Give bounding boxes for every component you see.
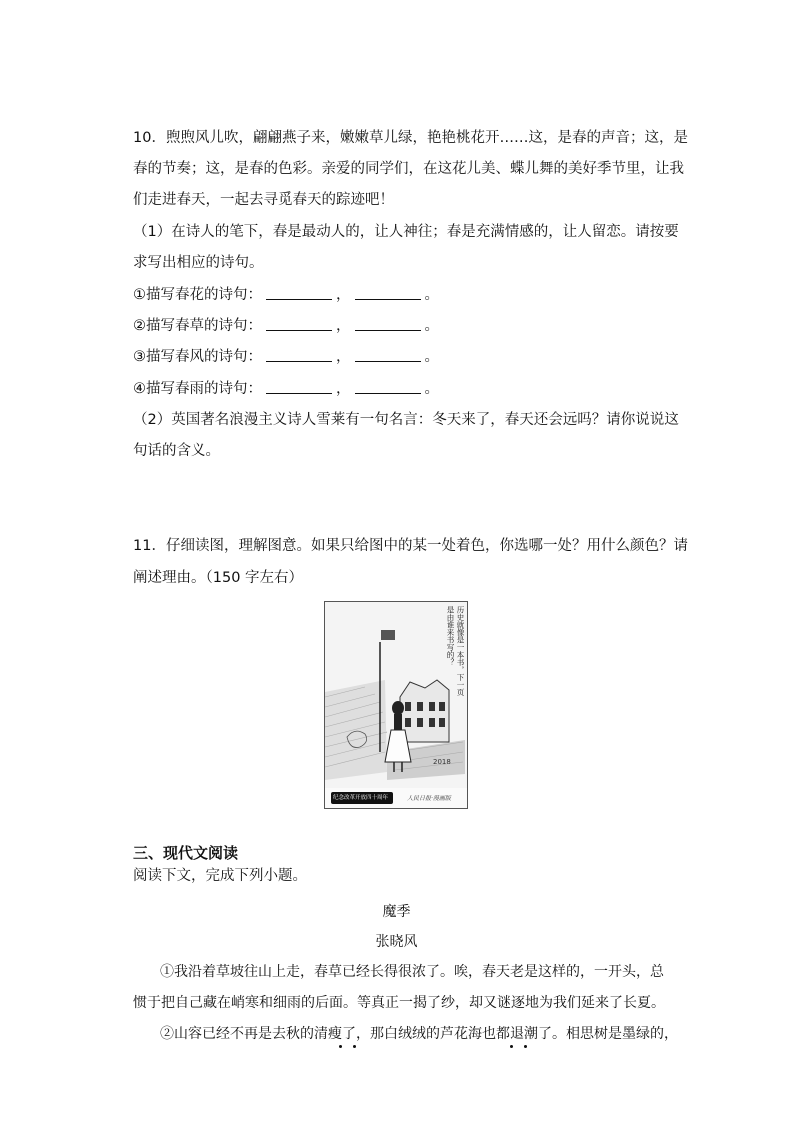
emphasis-dot	[339, 1045, 342, 1048]
cartoon-caption: 历史就像是一本书，下一页是由谁来书写的？	[446, 606, 465, 696]
comma: ，	[336, 318, 351, 334]
q11-line-1: 11．仔细读图，理解图意。如果只给图中的某一处着色，你选哪一处？用什么颜色？请	[133, 538, 688, 554]
article-author: 张晓风	[375, 934, 418, 950]
emphasis-dot	[510, 1045, 513, 1048]
emphasis-dot	[353, 1045, 356, 1048]
item-label: ①描写春花的诗句：	[133, 287, 262, 303]
q10-part2-line-1: （2）英国著名浪漫主义诗人雪莱有一句名言：冬天来了，春天还会远吗？请你说说这	[133, 412, 679, 428]
period: 。	[424, 287, 439, 303]
cartoon-illustration	[324, 601, 468, 809]
answer-blank[interactable]	[355, 316, 421, 331]
q10-item-spring-rain	[133, 379, 439, 399]
period: 。	[424, 381, 439, 397]
q10-part1-line-2: 求写出相应的诗句。	[133, 255, 264, 271]
comma: ，	[336, 287, 351, 303]
q10-item-spring-flower	[133, 285, 439, 305]
answer-blank[interactable]	[355, 379, 421, 394]
q10-item-spring-wind	[133, 347, 439, 367]
item-label: ③描写春风的诗句：	[133, 349, 262, 365]
q10-line-3: 们走进春天，一起去寻觅春天的踪迹吧！	[133, 192, 394, 208]
answer-blank[interactable]	[266, 379, 332, 394]
cartoon-footer-left: 纪念改革开放四十周年	[333, 795, 389, 801]
answer-blank[interactable]	[266, 347, 332, 362]
q11-line-2: 阐述理由。（150 字左右）	[133, 570, 304, 586]
answer-blank[interactable]	[355, 285, 421, 300]
article-paragraph-line: ①我沿着草坡往山上走，春草已经长得很浓了。唉，春天老是这样的，一开头，总	[160, 964, 664, 980]
item-label: ④描写春雨的诗句：	[133, 381, 262, 397]
section-heading: 三、现代文阅读	[133, 844, 239, 862]
cartoon-footer-right: 人民日报·漫画版	[407, 795, 451, 802]
answer-blank[interactable]	[355, 347, 421, 362]
period: 。	[424, 318, 439, 334]
q10-part2-line-2: 句话的含义。	[133, 443, 220, 459]
cartoon-year: 2018	[433, 758, 451, 766]
item-label: ②描写春草的诗句：	[133, 318, 262, 334]
period: 。	[424, 349, 439, 365]
q10-item-spring-grass	[133, 316, 439, 336]
q10-line-2: 春的节奏；这，是春的色彩。亲爱的同学们，在这花儿美、蝶儿舞的美好季节里，让我	[133, 161, 684, 177]
answer-blank[interactable]	[266, 285, 332, 300]
article-title: 魔季	[382, 904, 411, 920]
article-paragraph-line: 惯于把自己藏在峭寒和细雨的后面。等真正一揭了纱，却又谜逐地为我们延来了长夏。	[133, 995, 665, 1011]
q10-part1-line-1: （1）在诗人的笔下，春是最动人的，让人神往；春是充满情感的，让人留恋。请按要	[133, 224, 679, 240]
comma: ，	[336, 349, 351, 365]
q10-line-1: 10．煦煦风儿吹，翩翩燕子来，嫩嫩草儿绿，艳艳桃花开……这，是春的声音；这，是	[133, 130, 688, 146]
answer-blank[interactable]	[266, 316, 332, 331]
section-instruction: 阅读下文，完成下列小题。	[133, 868, 307, 884]
article-paragraph-line: ②山容已经不再是去秋的清瘦了，那白绒绒的芦花海也都退潮了。相思树是墨绿的，	[160, 1026, 678, 1042]
comma: ，	[336, 381, 351, 397]
emphasis-dot	[524, 1045, 527, 1048]
